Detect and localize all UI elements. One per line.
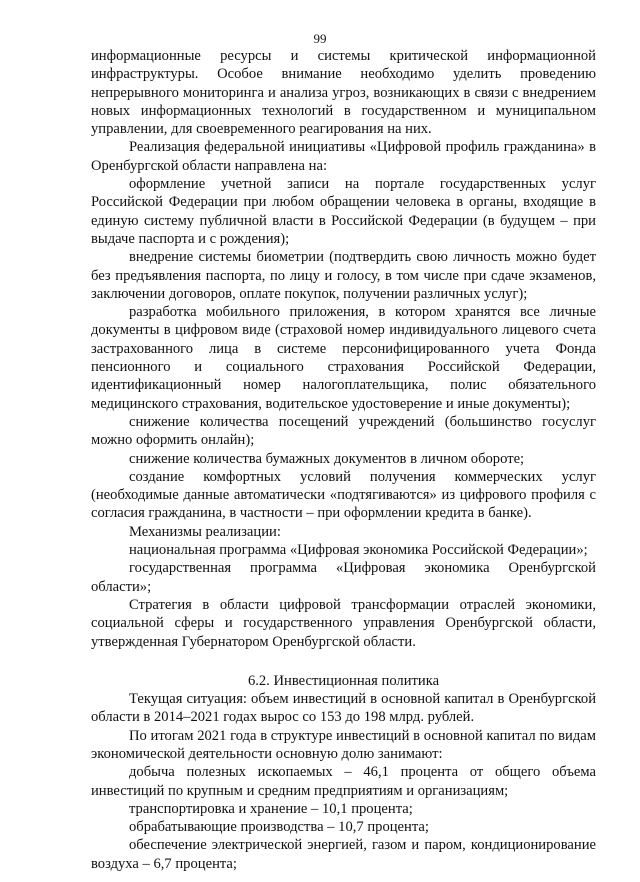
paragraph: Реализация федеральной инициативы «Цифровой профиль гражданина» в Оренбургской области направлена на: (91, 139, 596, 174)
page-number: 99 (313, 31, 327, 46)
list-item: снижение количества посещений учреждений (большинство госуслуг можно оформить онлайн); (91, 413, 596, 449)
list-item: национальная программа «Цифровая экономика Российской Федерации»; (129, 542, 588, 559)
list-item: оформление учетной записи на портале государственных услуг Российской Федерации при любом обращении человека в органы, входящие в единую систему публичной власти в Российской Федерации (в будущем – при выдаче паспорта и с рождения); (91, 176, 596, 247)
paragraph: информационные ресурсы и системы критической информационной инфраструктуры. Особое внимание необходимо уделить проведению непрерывного мониторинга и анализа угроз, возникающих в связи с внедрением новых информационных технологий в государственном и муниципальном управлении, для своевременного реагирования на них. (91, 48, 596, 138)
section-heading: 6.2. Инвестиционная политика (247, 672, 440, 689)
list-item: создание комфортных условий получения коммерческих услуг (необходимые данные автоматически «подтягиваются» из цифрового профиля с согласия гражданина, в частности – при оформлении кредита в банке). (91, 468, 596, 522)
list-item: разработка мобильного приложения, в котором хранятся все личные документы в цифровом виде (страховой номер индивидуального лицевого счета застрахованного лица в системе персонифицированного учета Фонда пенсионного и социального страхования Российской Федерации, идентификационный номер налогоплательщика, полис обязательного медицинского страхования, водительское удостоверение и иные документы); (91, 304, 596, 412)
list-item: государственная программа «Цифровая экономика Оренбургской области»; (91, 560, 596, 595)
paragraph: Текущая ситуация: объем инвестиций в основной капитал в Оренбургской области в 2014–2021 годах вырос со 153 до 198 млрд. рублей. (91, 691, 596, 726)
paragraph: По итогам 2021 года в структуре инвестиций в основной капитал по видам экономической деятельности основную долю занимают: (91, 727, 596, 762)
list-item: внедрение системы биометрии (подтвердить свою личность можно будет без предъявления паспорта, по лицу и голосу, в том числе при сдаче экзаменов, заключении договоров, оплате покупок, получении различных услуг); (91, 249, 596, 302)
document-body (91, 47, 596, 873)
list-item: обеспечение электрической энергией, газом и паром, кондиционирование воздуха – 6,7 процента; (91, 837, 596, 872)
list-item: добыча полезных ископаемых – 46,1 процента от общего объема инвестиций по крупным и средним предприятиям и организациям; (91, 764, 596, 799)
list-item: Стратегия в области цифровой трансформации отраслей экономики, социальной сферы и государственного управления Оренбургской области, утвержденная Губернатором Оренбургской области. (91, 596, 596, 650)
list-item: снижение количества бумажных документов в личном обороте; (129, 450, 525, 467)
list-item: транспортировка и хранение – 10,1 процента; (129, 800, 413, 817)
list-item: обрабатывающие производства – 10,7 процента; (129, 819, 429, 836)
paragraph: Механизмы реализации: (129, 523, 281, 540)
